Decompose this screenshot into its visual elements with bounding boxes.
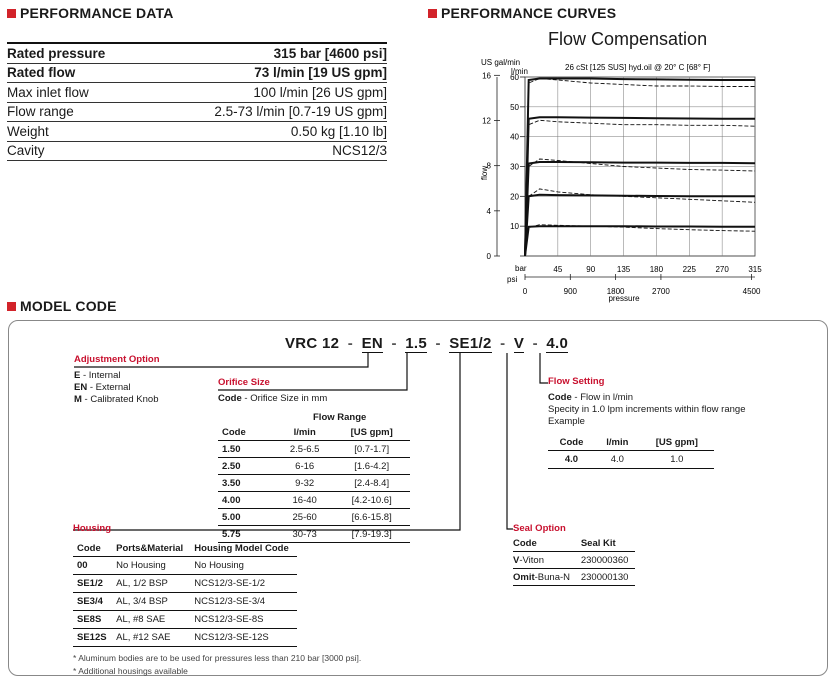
cell: NCS12/3-SE-1/2 — [194, 578, 266, 589]
x-bar-tick-label: 135 — [616, 265, 631, 274]
cell: [6.6-15.8] — [351, 511, 392, 523]
orifice-code-desc — [218, 393, 327, 405]
cell: No Housing — [194, 560, 244, 571]
perf-label: Rated pressure — [7, 43, 145, 63]
x-psi-tick-label: 900 — [563, 287, 577, 296]
y-lpm-tick-label: 60 — [510, 73, 519, 82]
flow-setting-row — [548, 451, 714, 469]
option-code: M — [74, 394, 82, 405]
orifice-title: Orifice Size — [218, 377, 270, 388]
perf-value: NCS12/3 — [145, 141, 387, 161]
x-psi-tick-label: 4500 — [742, 287, 761, 296]
housing-note: * Aluminum bodies are to be used for pressures less than 210 bar [3000 psi]. — [73, 653, 362, 663]
seal-header-row — [513, 535, 635, 552]
cell: [4.2-10.6] — [351, 494, 392, 506]
seal-code: Omit — [513, 571, 535, 583]
x-lower-unit: psi — [507, 275, 518, 284]
y-axis-label: flow — [480, 165, 489, 181]
performance-curves-heading-text: PERFORMANCE CURVES — [441, 5, 617, 21]
code-housing: SE1/2 — [449, 335, 492, 352]
perf-label: Max inlet flow — [7, 83, 145, 103]
x-psi-tick-label: 1800 — [606, 287, 625, 296]
housing-note: * Additional housings available — [73, 666, 188, 676]
cell: AL, #12 SAE — [116, 632, 171, 643]
col-lpm: l/min — [293, 426, 316, 438]
housing-title: Housing — [73, 523, 111, 534]
cell: NCS12/3-SE-8S — [194, 614, 264, 625]
x-psi-tick-label: 2700 — [652, 287, 670, 296]
orifice-row — [218, 441, 410, 458]
x-psi-tick-label: 0 — [522, 287, 528, 296]
flow-range-title: Flow Range — [313, 412, 367, 423]
chart-note: 26 cSt [125 SUS] hyd.oil @ 20° C [68° F] — [565, 63, 711, 72]
code-sep: - — [347, 335, 354, 352]
adjustment-option — [74, 370, 159, 382]
adjustment-title: Adjustment Option — [74, 354, 160, 365]
y-gpm-tick-label: 12 — [482, 116, 491, 126]
chart-title: Flow Compensation — [548, 29, 708, 49]
orifice-row — [218, 458, 410, 475]
col-code: Code — [513, 537, 537, 549]
perf-value: 0.50 kg [1.10 lb] — [145, 122, 387, 142]
flow-setting-example: Example — [548, 416, 585, 427]
cell: 230000130 — [580, 571, 629, 583]
cell: 00 — [77, 560, 88, 571]
cell — [513, 552, 577, 569]
flow-setting-table — [548, 434, 714, 469]
code-sep: - — [435, 335, 441, 352]
seal-name: -Buna-N — [534, 571, 571, 583]
perf-value: 2.5-73 l/min [0.7-19 US gpm] — [145, 102, 387, 122]
x-bar-tick-label: 315 — [748, 265, 762, 274]
flow-setting-code-line — [548, 392, 745, 404]
y-gpm-tick-label: 4 — [486, 206, 491, 216]
cell: 9-32 — [295, 477, 315, 489]
cell: 3.50 — [222, 477, 241, 489]
y-lpm-tick-label: 40 — [510, 132, 519, 142]
cell: SE8S — [77, 614, 102, 625]
seal-title: Seal Option — [513, 523, 566, 534]
cell: 4.00 — [222, 494, 241, 506]
orifice-row — [218, 492, 410, 509]
cell: NCS12/3-SE-3/4 — [194, 596, 266, 607]
cell: 4.0 — [564, 454, 579, 465]
cell — [513, 569, 577, 586]
performance-data-heading-text: PERFORMANCE DATA — [20, 5, 174, 21]
col-gpm: [US gpm] — [350, 426, 393, 438]
option-code: E — [74, 370, 81, 381]
cell: NCS12/3-SE-12S — [194, 632, 269, 643]
cell: 4.0 — [610, 454, 624, 465]
perf-label: Rated flow — [7, 63, 145, 83]
flow-setting-code-text: - Flow in l/min — [571, 392, 633, 403]
y-gpm-tick-label: 0 — [486, 252, 491, 261]
orifice-code-label: Code — [218, 393, 242, 404]
model-code-heading-text: MODEL CODE — [20, 298, 117, 314]
cell: AL, #8 SAE — [116, 614, 166, 625]
cell: [2.4-8.4] — [354, 477, 390, 489]
housing-row — [73, 557, 297, 575]
housing-header-row — [73, 540, 297, 557]
y-lpm-tick-label: 10 — [510, 222, 519, 232]
seal-code: V — [513, 554, 520, 566]
col-gpm: [US gpm] — [655, 436, 698, 448]
cell: SE12S — [77, 632, 107, 643]
y-lpm-tick-label: 20 — [510, 192, 519, 202]
col-code: Code — [222, 426, 246, 438]
code-seal: V — [513, 335, 525, 352]
model-code-string — [285, 335, 568, 353]
col-seal-kit: Seal Kit — [580, 537, 616, 549]
cell: 5.00 — [222, 511, 241, 523]
perf-value: 100 l/min [26 US gpm] — [145, 83, 387, 103]
cell: AL, 1/2 BSP — [116, 578, 168, 589]
cell: 30-73 — [292, 528, 317, 540]
option-desc: - Calibrated Knob — [81, 394, 159, 405]
connector-seal — [507, 353, 513, 529]
flow-setting-code-label: Code — [548, 392, 572, 403]
housing-row — [73, 575, 297, 593]
flow-setting-title: Flow Setting — [548, 376, 605, 387]
seal-table — [513, 535, 635, 586]
option-code: EN — [74, 382, 88, 393]
x-bar-tick-label: 90 — [586, 265, 596, 274]
option-desc: - External — [87, 382, 131, 393]
y-inner-unit: l/min — [511, 67, 528, 76]
y-lpm-tick-label: 50 — [510, 102, 519, 112]
x-axis-label: pressure — [608, 294, 640, 303]
orifice-row — [218, 509, 410, 526]
orifice-table — [218, 424, 410, 543]
adjustment-option — [74, 382, 159, 394]
x-bar-tick-label: 180 — [649, 265, 664, 274]
cell: SE1/2 — [77, 578, 103, 589]
adjustment-option — [74, 394, 159, 406]
seal-name: -Viton — [519, 554, 544, 566]
col-ports: Ports&Material — [116, 542, 184, 554]
y-gpm-tick-label: 8 — [486, 161, 491, 171]
connector-flow-setting — [540, 353, 548, 383]
cell: 1.0 — [670, 454, 684, 465]
orifice-code-text: - Orifice Size in mm — [241, 393, 328, 404]
col-housing-model: Housing Model Code — [194, 542, 289, 554]
code-sep: - — [391, 335, 397, 352]
code-flow-setting: 4.0 — [546, 335, 569, 352]
perf-label: Flow range — [7, 102, 145, 122]
cell: 5.75 — [222, 528, 241, 540]
x-bar-tick-label: 225 — [682, 265, 696, 274]
code-orifice: 1.5 — [405, 335, 427, 352]
seal-row — [513, 552, 635, 569]
cell: SE3/4 — [77, 596, 103, 607]
code-adjustment: EN — [361, 335, 383, 352]
flow-setting-desc — [548, 392, 745, 428]
cell: 2.50 — [222, 460, 241, 472]
cell: 2.5-6.5 — [289, 443, 320, 455]
flow-setting-spec: Specity in 1.0 lpm increments within flow range — [548, 404, 746, 415]
code-sep: - — [532, 335, 538, 352]
cell: [1.6-4.2] — [354, 460, 390, 472]
cell: AL, 3/4 BSP — [116, 596, 168, 607]
cell: 25-60 — [292, 511, 317, 523]
housing-notes — [73, 652, 361, 678]
perf-label: Cavity — [7, 141, 145, 161]
x-bar-tick-label: 45 — [553, 265, 563, 274]
perf-value: 73 l/min [19 US gpm] — [145, 63, 387, 83]
y-gpm-tick-label: 16 — [482, 71, 491, 81]
cell: [0.7-1.7] — [354, 443, 390, 455]
cell: 1.50 — [222, 443, 241, 455]
col-lpm: l/min — [606, 436, 629, 448]
cell: [7.9-19.3] — [351, 528, 392, 540]
code-base: VRC 12 — [285, 335, 340, 352]
seal-row — [513, 569, 635, 586]
cell: 230000360 — [580, 554, 629, 566]
perf-value: 315 bar [4600 psi] — [145, 43, 387, 63]
orifice-header-row — [218, 424, 410, 441]
flow-setting-header-row — [548, 434, 714, 451]
y-lpm-tick-label: 30 — [510, 162, 519, 172]
col-code: Code — [559, 436, 584, 448]
x-bar-tick-label: 270 — [715, 265, 729, 274]
x-upper-unit: bar — [515, 264, 527, 273]
cell: No Housing — [116, 560, 166, 571]
housing-table — [73, 540, 297, 647]
option-desc: - Internal — [80, 370, 121, 381]
code-sep: - — [500, 335, 506, 352]
adjustment-options — [74, 370, 159, 406]
housing-row — [73, 593, 297, 611]
col-code: Code — [77, 542, 101, 554]
perf-label: Weight — [7, 122, 145, 142]
y-outer-unit: US gal/min — [481, 58, 521, 67]
housing-row — [73, 629, 297, 647]
cell: 6-16 — [295, 460, 315, 472]
cell: 16-40 — [292, 494, 317, 506]
housing-row — [73, 611, 297, 629]
orifice-row — [218, 475, 410, 492]
